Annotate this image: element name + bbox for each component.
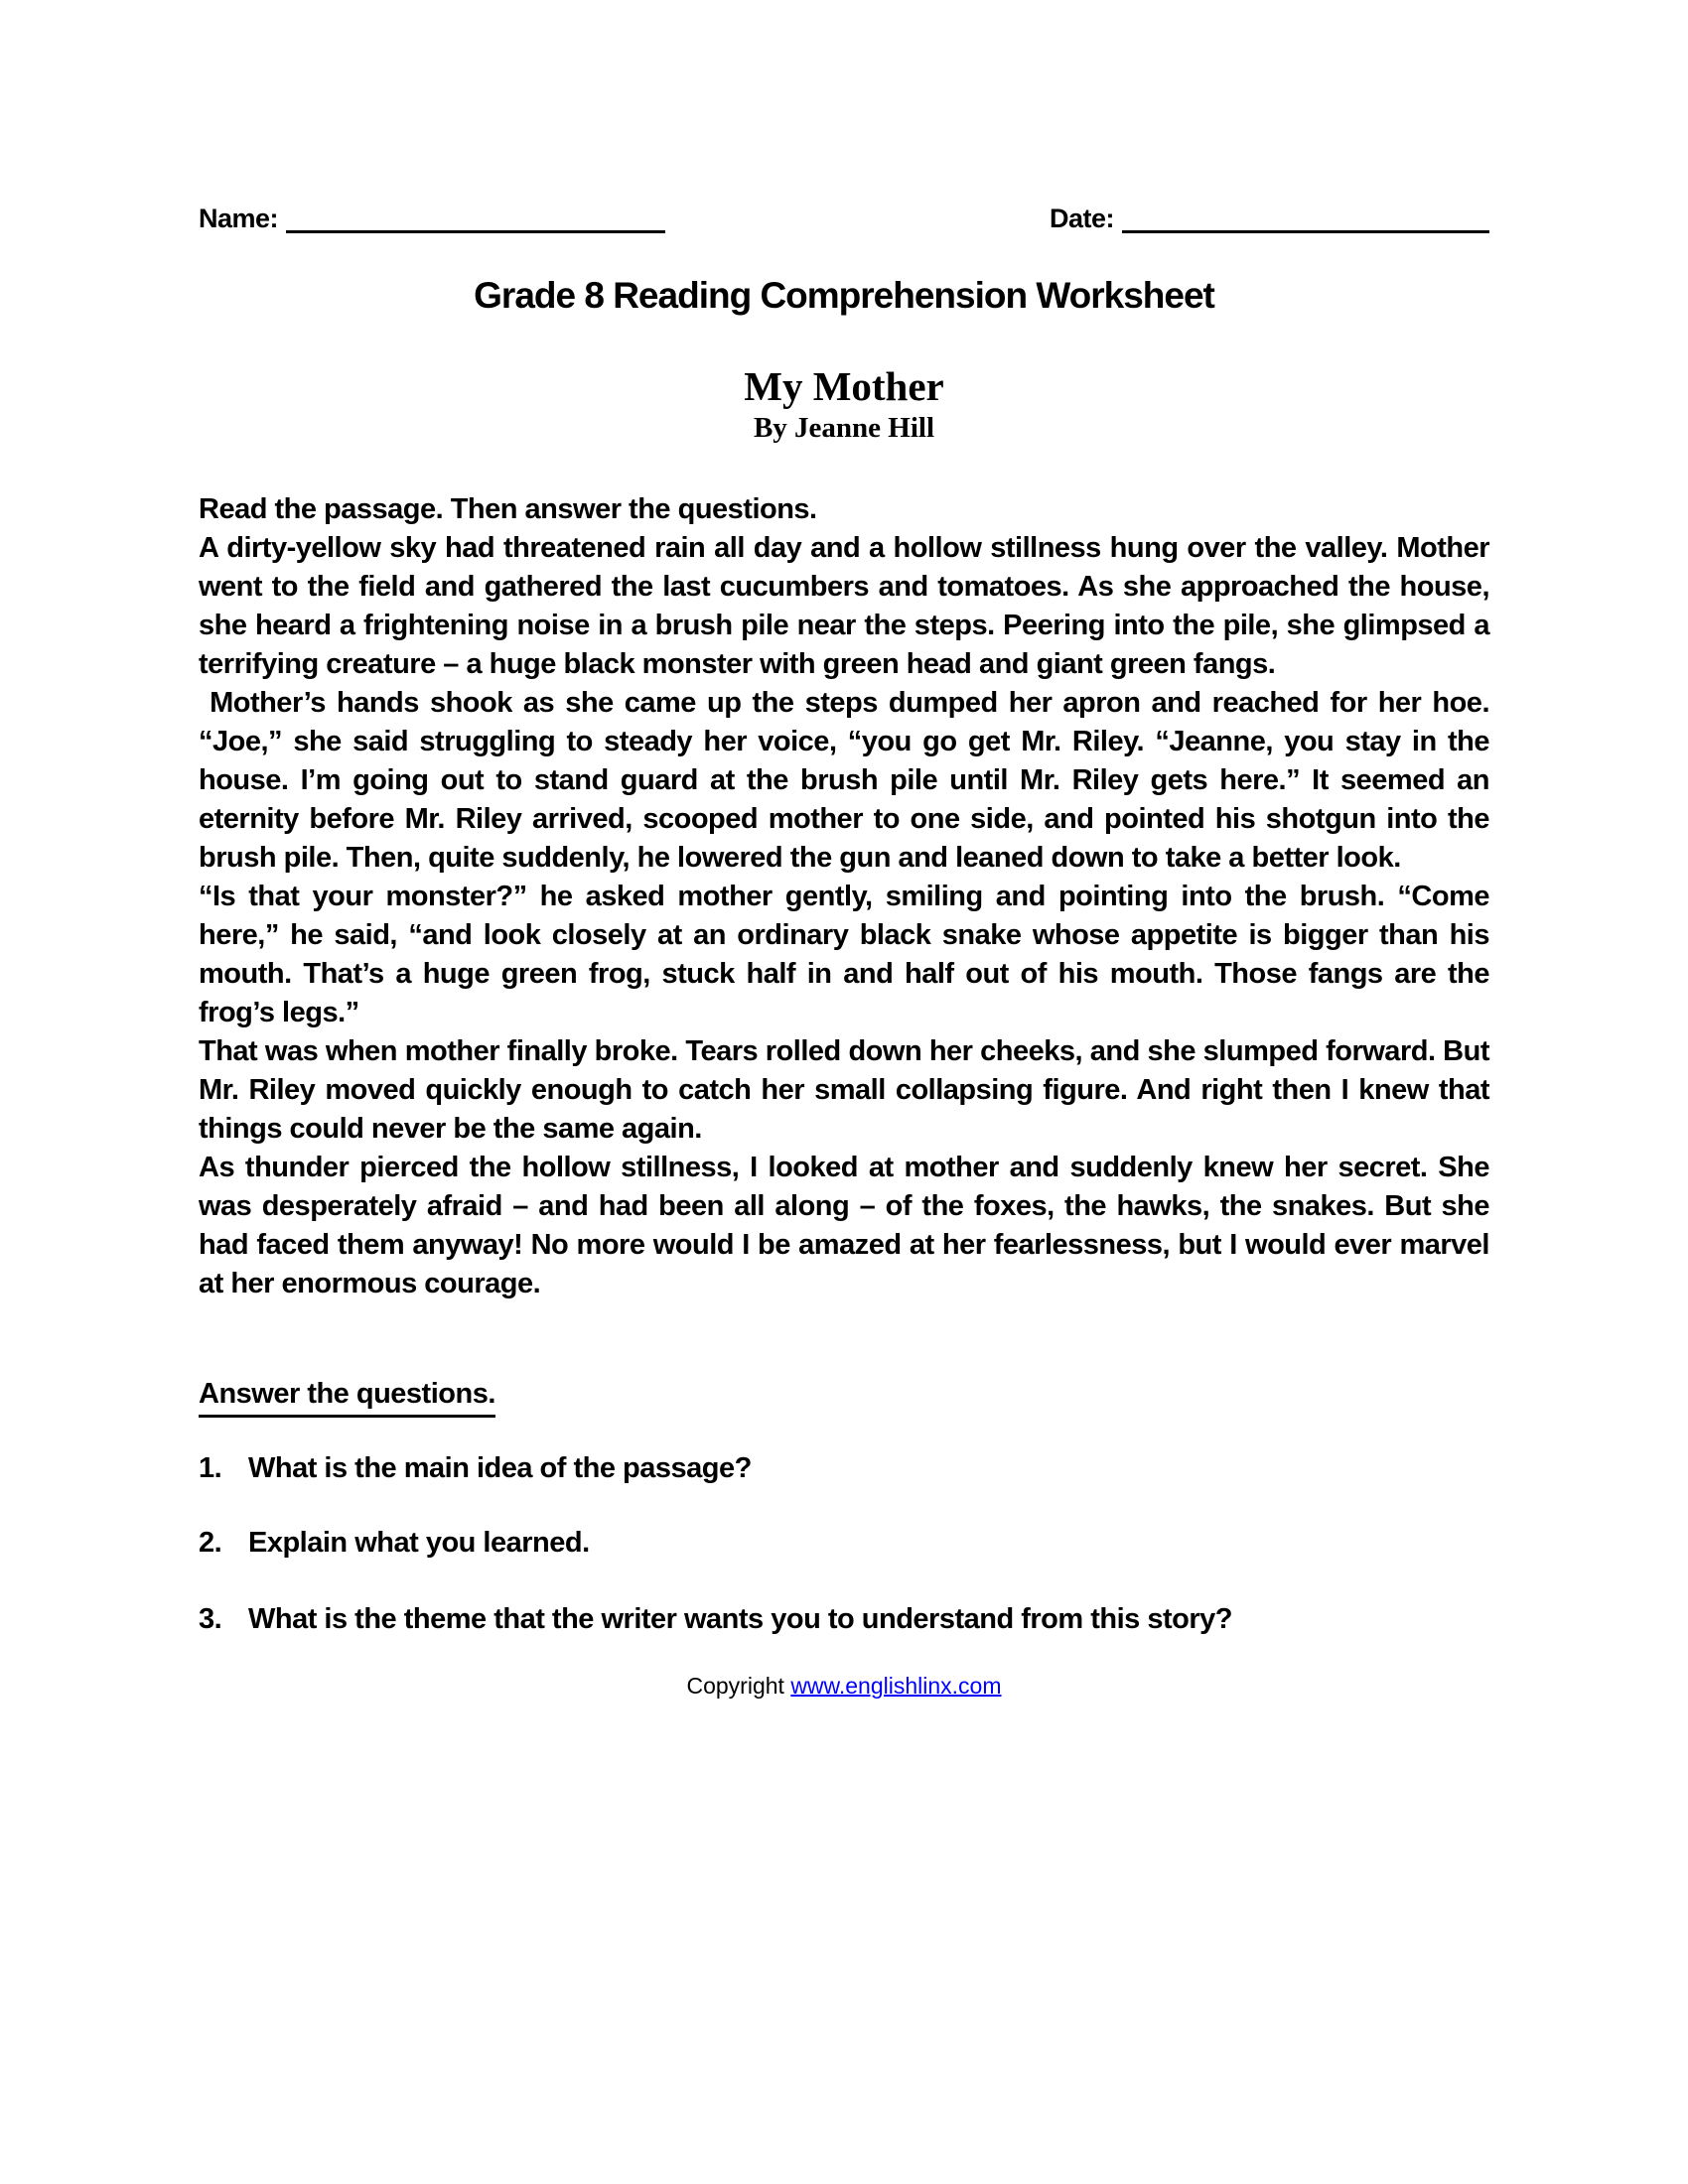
story-title: My Mother [744, 363, 944, 409]
name-blank-line [286, 204, 665, 233]
passage-paragraph-1: A dirty-yellow sky had threatened rain all day and a hollow stillness hung over the valley. Mother went to the field and gathered the last cucumbers and tomatoes. As she approached the house, she heard a frightening noise in a brush pile near the steps. Peering into the pile, she glimpsed a terrifying creature – a huge black monster with green head and giant green fangs. [199, 532, 1489, 680]
answer-heading-wrap [199, 1303, 1489, 1418]
question-text: What is the theme that the writer wants you to understand from this story? [248, 1603, 1232, 1635]
date-blank-line [1122, 204, 1489, 233]
date-field-group [1050, 204, 1489, 233]
name-date-row [199, 204, 1489, 233]
story-byline: By Jeanne Hill [753, 412, 935, 444]
name-field-group [199, 204, 665, 233]
question-number: 2. [199, 1527, 222, 1559]
passage-paragraph-3: “Is that your monster?” he asked mother gently, smiling and pointing into the brush. “Come here,” he said, “and look closely at an ordinary black snake whose appetite is bigger than his mouth. That’s a huge green frog, stuck half in and half out of his mouth. Those fangs are the frog’s legs.” [199, 881, 1489, 1028]
passage-paragraph-5: As thunder pierced the hollow stillness, I looked at mother and suddenly knew her secret. She was desperately afraid – and had been all along – of the foxes, the hawks, the snakes. But she had faced them anyway! No more would I be amazed at her fearlessness, but I would ever marvel at her enormous courage. [199, 1152, 1489, 1299]
story-passage [199, 529, 1489, 1303]
worksheet-title: Grade 8 Reading Comprehension Worksheet [474, 275, 1214, 316]
copyright-label: Copyright [686, 1673, 791, 1699]
passage-paragraph-4: That was when mother finally broke. Tears rolled down her cheeks, and she slumped forward. But Mr. Riley moved quickly enough to catch her small collapsing figure. And right then I knew that things could never be the same again. [199, 1035, 1489, 1145]
question-text: Explain what you learned. [248, 1527, 590, 1559]
passage-paragraph-2: Mother’s hands shook as she came up the steps dumped her apron and reached for her hoe. “Joe,” she said struggling to steady her voice, “you go get Mr. Riley. “Jeanne, you stay in the house. I’m going out to stand guard at the brush pile until Mr. Riley gets here.” It seemed an eternity before Mr. Riley arrived, scooped mother to one side, and pointed his shotgun into the brush pile. Then, quite suddenly, he lowered the gun and leaned down to take a better look. [199, 687, 1489, 874]
passage-instruction: Read the passage. Then answer the questions. [199, 493, 817, 525]
question-item-1 [199, 1449, 1489, 1488]
answer-questions-heading: Answer the questions. [199, 1375, 495, 1418]
date-label: Date: [1049, 204, 1114, 233]
question-text: What is the main idea of the passage? [248, 1452, 752, 1484]
page-content [199, 0, 1489, 1700]
question-item-2 [199, 1524, 1489, 1563]
question-number: 3. [199, 1603, 222, 1635]
question-item-3 [199, 1600, 1489, 1639]
name-label: Name: [199, 204, 279, 233]
copyright-link[interactable]: www.englishlinx.com [790, 1673, 1002, 1699]
copyright-footer [199, 1673, 1489, 1700]
question-number: 1. [199, 1452, 222, 1484]
